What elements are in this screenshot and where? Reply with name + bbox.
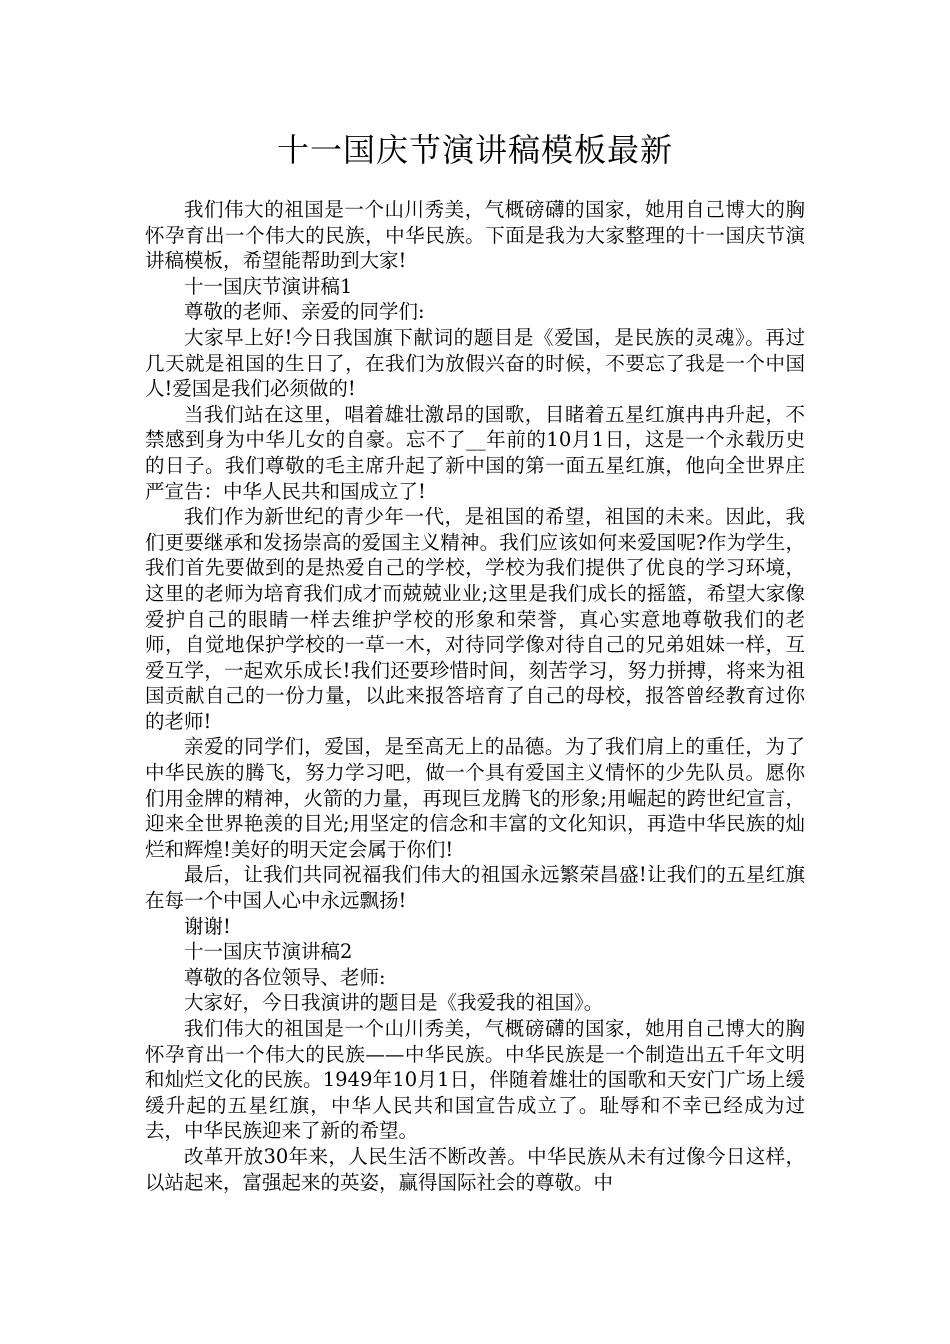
paragraph: 大家早上好!今日我国旗下献词的题目是《爱国，是民族的灵魂》。再过几天就是祖国的生日了，在我们为放假兴奋的时候，不要忘了我是一个中国人!爱国是我们必须做的! <box>145 325 805 401</box>
paragraph: 大家好，今日我演讲的题目是《我爱我的祖国》。 <box>184 991 604 1015</box>
document-title: 十一国庆节演讲稿模板最新 <box>276 131 673 169</box>
salutation-2: 尊敬的各位领导、老师: <box>184 965 386 989</box>
paragraph: 当我们站在这里，唱着雄壮激昂的国歌，目睹着五星红旗冉冉升起，不禁感到身为中华儿女的自豪。忘不了__年前的10月1日，这是一个永载历史的日子。我们尊敬的毛主席升起了新中国的第一面五星红旗，他向全世界庄严宣告：中华人民共和国成立了! <box>145 402 805 503</box>
paragraph: 亲爱的同学们，爱国，是至高无上的品德。为了我们肩上的重任，为了中华民族的腾飞，努力学习吧，做一个具有爱国主义情怀的少先队员。愿你们用金牌的精神，火箭的力量，再现巨龙腾飞的形象;用崛起的跨世纪宣言，迎来全世界艳羡的目光;用坚定的信念和丰富的文化知识，再造中华民族的灿烂和辉煌!美好的明天定会属于你们! <box>145 735 805 861</box>
paragraph: 最后，让我们共同祝福我们伟大的祖国永远繁荣昌盛!让我们的五星红旗在每一个中国人心中永远飘扬! <box>145 863 805 913</box>
section-heading-2: 十一国庆节演讲稿2 <box>184 940 353 964</box>
document-body <box>145 197 805 1195</box>
section-heading-1: 十一国庆节演讲稿1 <box>184 274 353 298</box>
paragraph-intro: 我们伟大的祖国是一个山川秀美，气概磅礴的国家，她用自己博大的胸怀孕育出一个伟大的民族，中华民族。下面是我为大家整理的十一国庆节演讲稿模板，希望能帮助到大家! <box>145 198 805 273</box>
paragraph: 改革开放30年来，人民生活不断改善。中华民族从未有过像今日这样，以站起来，富强起来的英姿，赢得国际社会的尊敬。中 <box>145 1144 805 1194</box>
paragraph: 我们伟大的祖国是一个山川秀美，气概磅礴的国家，她用自己博大的胸怀孕育出一个伟大的民族——中华民族。中华民族是一个制造出五千年文明和灿烂文化的民族。1949年10月1日，伴随着雄壮的国歌和天安门广场上缓缓升起的五星红旗，中华人民共和国宣告成立了。耻辱和不幸已经成为过去，中华民族迎来了新的希望。 <box>145 1017 805 1143</box>
closing-thanks: 谢谢! <box>184 914 231 938</box>
paragraph: 我们作为新世纪的青少年一代，是祖国的希望，祖国的未来。因此，我们更要继承和发扬崇高的爱国主义精神。我们应该如何来爱国呢?作为学生，我们首先要做到的是热爱自己的学校，学校为我们提供了优良的学习环境，这里的老师为培育我们成才而兢兢业业;这里是我们成长的摇篮，希望大家像爱护自己的眼睛一样去维护学校的形象和荣誉，真心实意地尊敬我们的老师，自觉地保护学校的一草一木，对待同学像对待自己的兄弟姐妹一样，互爱互学，一起欢乐成长!我们还要珍惜时间，刻苦学习，努力拼搏，将来为祖国贡献自己的一份力量，以此来报答培育了自己的母校，报答曾经教育过你的老师! <box>145 505 805 733</box>
salutation-1: 尊敬的老师、亲爱的同学们: <box>184 300 425 324</box>
